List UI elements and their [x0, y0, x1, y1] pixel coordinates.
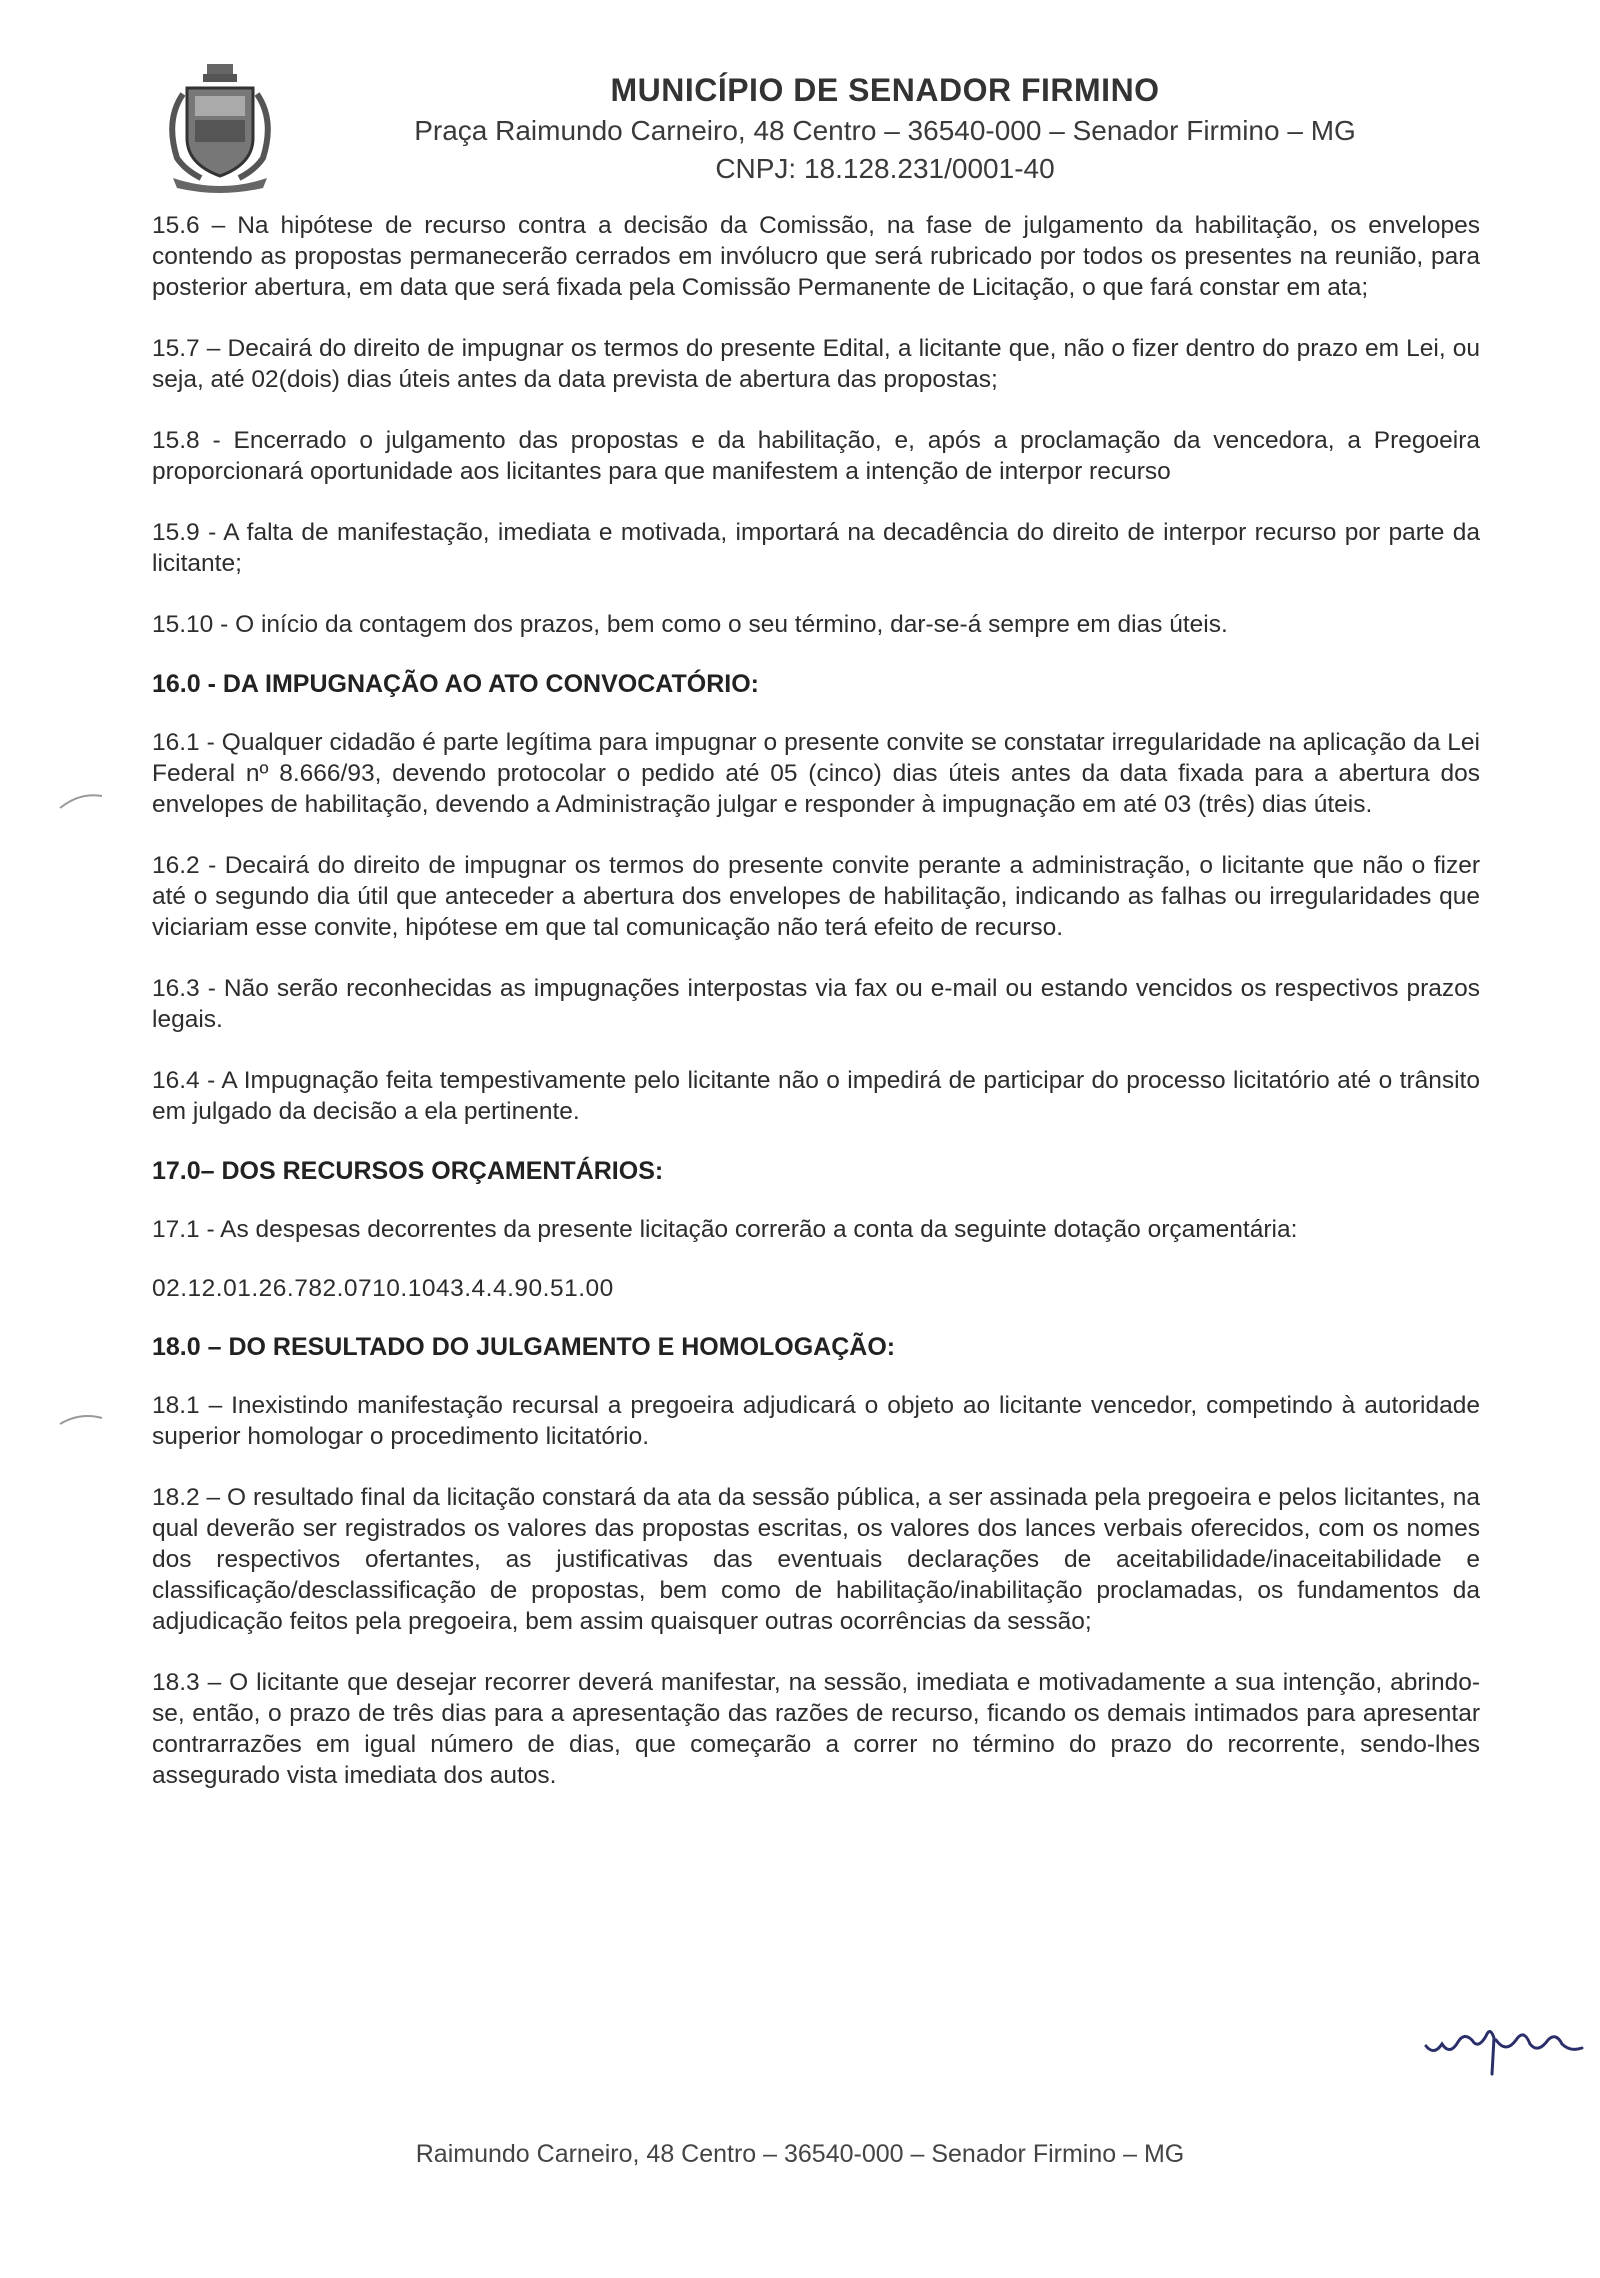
punch-hole-mark — [58, 1408, 104, 1428]
clause-15-6: 15.6 – Na hipótese de recurso contra a decisão da Comissão, na fase de julgamento da habilitação, os envelopes contendo as propostas permanecerão cerrados em invólucro que será rubricado por todos os presentes na reunião, para posterior abertura, em data que será fixada pela Comissão Permanente de Licitação, o que fará constar em ata; — [152, 212, 1480, 301]
clause-18-2: 18.2 – O resultado final da licitação constará da ata da sessão pública, a ser assinada pela pregoeira e pelos licitantes, na qual deverão ser registrados os valores das propostas escritas, os valores dos lances verbais oferecidos, com os nomes dos respectivos ofertantes, as justificativas das eventuais declarações de aceitabilidade/inaceitabilidade e classificação/desclassificação de propostas, bem como de habilitação/inabilitação proclamadas, os fundamentos da adjudicação feitos pela pregoeira, bem assim quaisquer outras ocorrências da sessão; — [152, 1484, 1480, 1635]
clause-18-1: 18.1 – Inexistindo manifestação recursal a pregoeira adjudicará o objeto ao licitante vencedor, competindo à autoridade superior homologar o procedimento licitatório. — [152, 1392, 1480, 1450]
page-footer-address: Raimundo Carneiro, 48 Centro – 36540-000 – Senador Firmino – MG — [415, 2140, 1185, 2168]
municipality-cnpj: CNPJ: 18.128.231/0001-40 — [715, 153, 1055, 184]
clause-15-8: 15.8 - Encerrado o julgamento das propostas e da habilitação, e, após a proclamação da vencedora, a Pregoeira proporcionará oportunidade aos licitantes para que manifestem a intenção de interpor recurso — [152, 427, 1480, 485]
municipality-address: Praça Raimundo Carneiro, 48 Centro – 36540-000 – Senador Firmino – MG — [414, 115, 1356, 146]
clause-16-3: 16.3 - Não serão reconhecidas as impugnações interpostas via fax ou e-mail ou estando vencidos os respectivos prazos legais. — [152, 975, 1480, 1033]
letterhead — [360, 72, 1410, 185]
budget-allocation-code: 02.12.01.26.782.0710.1043.4.4.90.51.00 — [152, 1275, 614, 1302]
clause-16-4: 16.4 - A Impugnação feita tempestivamente pelo licitante não o impedirá de participar do processo licitatório até o trânsito em julgado da decisão a ela pertinente. — [152, 1067, 1480, 1125]
municipal-coat-of-arms — [155, 60, 285, 195]
municipality-title: MUNICÍPIO DE SENADOR FIRMINO — [610, 72, 1160, 108]
punch-hole-mark — [58, 790, 104, 810]
clause-16-2: 16.2 - Decairá do direito de impugnar os termos do presente convite perante a administração, o licitante que não o fizer até o segundo dia útil que anteceder a abertura dos envelopes de habilitação, indicando as falhas ou irregularidades que viciariam esse convite, hipótese em que tal comunicação não terá efeito de recurso. — [152, 852, 1480, 941]
clause-15-9: 15.9 - A falta de manifestação, imediata e motivada, importará na decadência do direito de interpor recurso por parte da licitante; — [152, 519, 1480, 577]
clause-18-3: 18.3 – O licitante que desejar recorrer deverá manifestar, na sessão, imediata e motivadamente a sua intenção, abrindo-se, então, o prazo de três dias para a apresentação das razões de recurso, ficando os demais intimados para apresentar contrarrazões em igual número de dias, que começarão a correr no término do prazo do recorrente, sendo-lhes assegurado vista imediata dos autos. — [152, 1669, 1480, 1789]
handwritten-initials — [1420, 2010, 1590, 2080]
section-heading-16: 16.0 - DA IMPUGNAÇÃO AO ATO CONVOCATÓRIO: — [152, 670, 759, 698]
clause-15-10: 15.10 - O início da contagem dos prazos, bem como o seu término, dar-se-á sempre em dias úteis. — [152, 611, 1228, 638]
clause-16-1: 16.1 - Qualquer cidadão é parte legítima para impugnar o presente convite se constatar irregularidade na aplicação da Lei Federal nº 8.666/93, devendo protocolar o pedido até 05 (cinco) dias úteis antes da data fixada para a abertura dos envelopes de habilitação, devendo a Administração julgar e responder à impugnação em até 03 (três) dias úteis. — [152, 729, 1480, 818]
clause-15-7: 15.7 – Decairá do direito de impugnar os termos do presente Edital, a licitante que, não o fizer dentro do prazo em Lei, ou seja, até 02(dois) dias úteis antes da data prevista de abertura das propostas; — [152, 335, 1480, 393]
clause-17-1: 17.1 - As despesas decorrentes da presente licitação correrão a conta da seguinte dotação orçamentária: — [152, 1216, 1298, 1243]
section-heading-17: 17.0– DOS RECURSOS ORÇAMENTÁRIOS: — [152, 1157, 664, 1185]
section-heading-18: 18.0 – DO RESULTADO DO JULGAMENTO E HOMOLOGAÇÃO: — [152, 1333, 896, 1361]
document-body — [152, 210, 1480, 1821]
